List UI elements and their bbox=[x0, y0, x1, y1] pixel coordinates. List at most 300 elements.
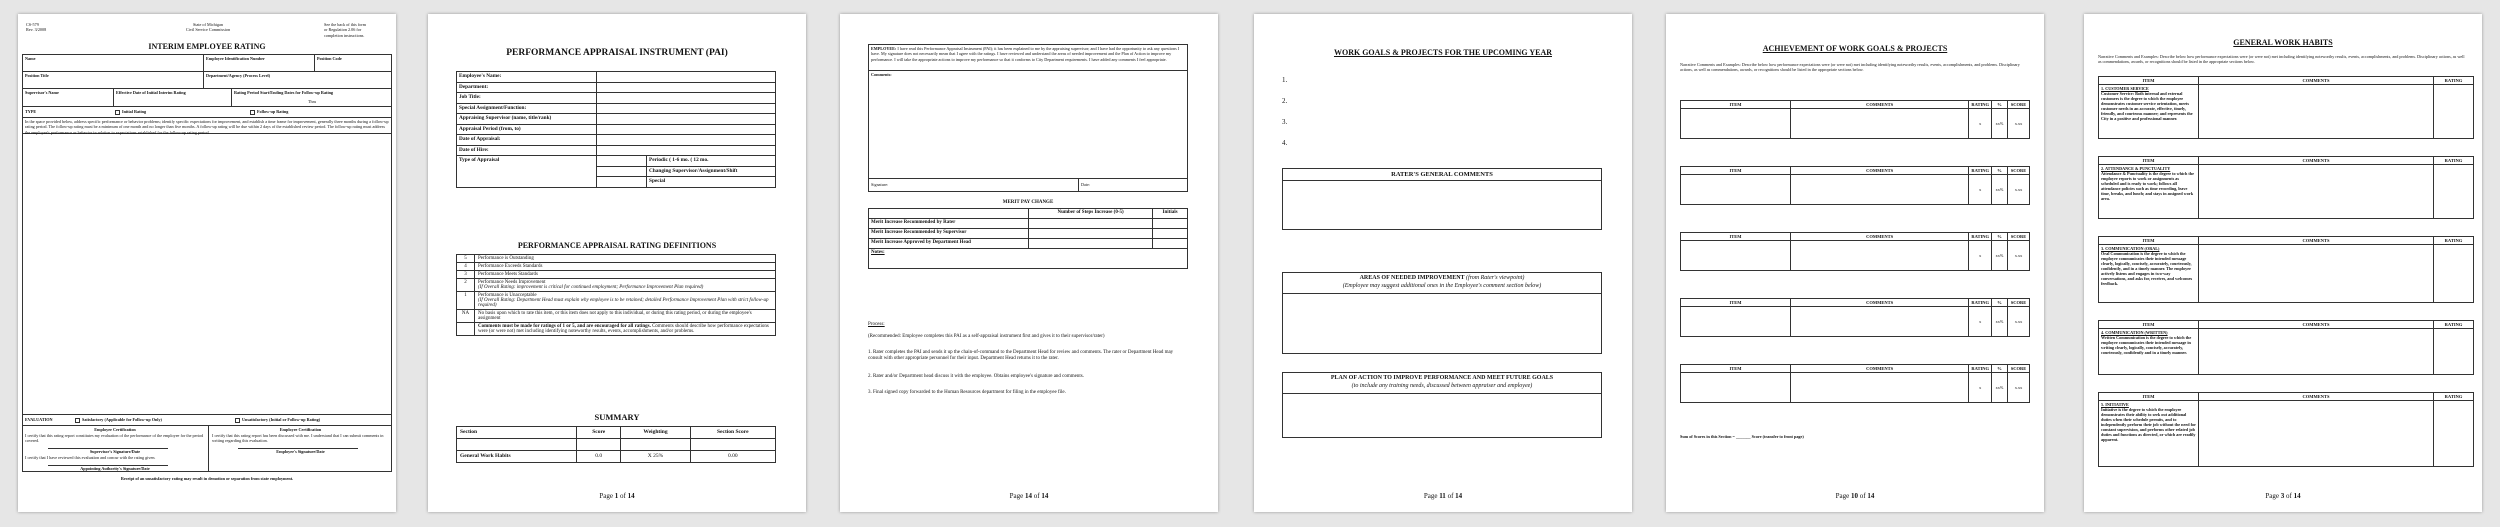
process-label: Process: bbox=[868, 322, 885, 327]
eval-satisfactory-option[interactable] bbox=[73, 417, 162, 423]
comments-cell[interactable] bbox=[1791, 109, 1969, 139]
score-cell: x.xx bbox=[2008, 241, 2030, 271]
page-of: of bbox=[1859, 492, 1866, 500]
table-row bbox=[1681, 373, 2030, 403]
employee-id-label: Employee Identification Number bbox=[206, 56, 265, 61]
goal-item[interactable]: 2. bbox=[1282, 97, 1288, 105]
page-num: 14 bbox=[1025, 492, 1032, 500]
table-row bbox=[1681, 241, 2030, 271]
col-header: RATING bbox=[1969, 365, 1992, 373]
achievement-table-3 bbox=[1680, 232, 2030, 271]
def-main: Performance is Unacceptable bbox=[478, 293, 537, 298]
page-title: PERFORMANCE APPRAISAL INSTRUMENT (PAI) bbox=[506, 48, 728, 58]
ack-body: I have read this Performance Appraisal Instrument (PAI); it has been explained to me by the appraising supervisor; and I have had the opportunity to ask any questions I have. My signature does not necessarily mean that I agree with the ratings. I have reviewed and understand the areas of needed improvement and the Plan of Action to improve my performance. I will take the appropriate actions to improve my performance so that it conforms to City Department requirements. I have added any comments I feel appropriate. bbox=[871, 46, 1180, 62]
page-of: of bbox=[620, 492, 626, 500]
table-row bbox=[869, 239, 1188, 249]
appointing-signature-label: Appointing Authority's Signature/Date bbox=[80, 466, 150, 471]
item-desc: Attendance & Punctuality is the degree to which the employee reports to work or assignments as scheduled and is ready to work; follows all attendance policies such as time recording, leave time, breaks, and lunch; and stays in assigned work area. bbox=[2101, 171, 2194, 201]
def-code: NA bbox=[457, 310, 475, 323]
col-header: COMMENTS bbox=[2199, 77, 2434, 85]
table-row bbox=[457, 255, 776, 263]
process-step: 1. Rater completes the PAI and sends it up the chain-of-command to the Department Head for review and comments. The rater or Department Head may consult with other appropriate personnel for their input. Department Head returns it to the rater. bbox=[868, 350, 1174, 362]
habit-table-4 bbox=[2098, 320, 2474, 375]
appraisal-type-changing[interactable]: Changing Supervisor/Assignment/Shift bbox=[647, 166, 776, 177]
col-header: COMMENTS bbox=[2199, 237, 2434, 245]
col-header: RATING bbox=[1969, 233, 1992, 241]
note-line: or Regulation 2.06 for bbox=[324, 27, 362, 33]
goal-item[interactable]: 1. bbox=[1282, 76, 1288, 84]
summary-header: Section Score bbox=[690, 427, 775, 439]
document-page-work-habits bbox=[2084, 14, 2482, 512]
percent-cell: xx% bbox=[1992, 373, 2008, 403]
item-title: 5. INITIATIVE bbox=[2101, 402, 2129, 407]
document-page-pai bbox=[428, 14, 806, 512]
rating-cell[interactable]: x bbox=[1969, 307, 1992, 337]
info-label: Date of Hire: bbox=[457, 145, 597, 156]
def-note: (If Overall Rating: improvement is critical for continued employment; Performance Improvement Plan required) bbox=[478, 285, 704, 290]
table-row bbox=[457, 135, 776, 146]
comments-cell[interactable] bbox=[2199, 245, 2434, 303]
merit-initials[interactable] bbox=[1153, 219, 1188, 229]
rating-cell[interactable]: x bbox=[1969, 241, 1992, 271]
col-header: RATING bbox=[1969, 299, 1992, 307]
sum-value: _______ Score (transfer to front page) bbox=[1735, 434, 1804, 439]
info-value[interactable] bbox=[597, 103, 776, 114]
page-of: of bbox=[1033, 492, 1040, 500]
page-number bbox=[840, 492, 1218, 500]
merit-header bbox=[869, 209, 1029, 219]
narrative-intro: Narrative Comments and Examples: Describe below how performance expectations were (or were not) met including identifying noteworthy results, events, accomplishments, and problems. Disciplinary actions, as well as commendations, awards, or recognitions should be listed in the appropriate sections below. bbox=[2098, 54, 2465, 65]
item-desc: Written Communication is the degree to which the employee communicates their intended message in writing clearly, logically, concisely, accurately, courteously, confidently and in a timely manner. bbox=[2101, 335, 2192, 355]
document-page-goals bbox=[1254, 14, 1632, 512]
col-header: COMMENTS bbox=[1791, 299, 1969, 307]
item-cell[interactable] bbox=[1681, 373, 1791, 403]
summary-header: Score bbox=[577, 427, 621, 439]
rating-cell[interactable] bbox=[2434, 85, 2474, 139]
type-label: TYPE bbox=[25, 109, 37, 114]
item-title: 4. COMMUNICATION (WRITTEN) bbox=[2101, 330, 2168, 335]
comments-cell[interactable] bbox=[2199, 329, 2434, 375]
merit-header: Number of Steps Increase (0-5) bbox=[1029, 209, 1153, 219]
page-number bbox=[2084, 492, 2482, 500]
col-header: SCORE bbox=[2008, 101, 2030, 109]
def-code: 3 bbox=[457, 271, 475, 279]
col-header: % bbox=[1992, 299, 2008, 307]
supervisor-signature-label: Supervisor's Signature/Date bbox=[89, 449, 141, 454]
col-header: % bbox=[1992, 101, 2008, 109]
info-value[interactable] bbox=[597, 135, 776, 146]
employee-info-table bbox=[456, 71, 776, 188]
note-line: See the back of this form bbox=[324, 22, 366, 27]
merit-initials[interactable] bbox=[1153, 239, 1188, 249]
rating-cell[interactable] bbox=[2434, 165, 2474, 219]
item-cell[interactable] bbox=[1681, 109, 1791, 139]
action-plan-header bbox=[1283, 373, 1601, 394]
percent-cell: xx% bbox=[1992, 241, 2008, 271]
table-row bbox=[1681, 299, 2030, 307]
merit-notes[interactable]: Notes: bbox=[869, 249, 1188, 269]
info-value[interactable] bbox=[597, 93, 776, 104]
process-step: 2. Rater and/or Department head discuss it with the employee. Obtains employee's signature and comments. bbox=[868, 374, 1084, 379]
summary-spacer bbox=[457, 439, 577, 451]
table-row bbox=[457, 292, 776, 310]
def-code bbox=[457, 323, 475, 336]
item-cell bbox=[2099, 245, 2199, 303]
col-header: COMMENTS bbox=[1791, 365, 1969, 373]
date-label: Date: bbox=[1081, 182, 1091, 187]
habit-table-2 bbox=[2098, 156, 2474, 219]
form-revision: Rev. 3/2008 bbox=[26, 27, 47, 33]
col-header: ITEM bbox=[2099, 321, 2199, 329]
table-row bbox=[2099, 401, 2474, 467]
def-text: Performance is Outstanding bbox=[475, 255, 776, 263]
state-name: State of Michigan bbox=[192, 22, 223, 27]
employee-cert-title: Employee Certification bbox=[279, 427, 322, 432]
table-row bbox=[457, 93, 776, 104]
score-cell: x.xx bbox=[2008, 175, 2030, 205]
summary-title: SUMMARY bbox=[594, 412, 640, 422]
page-number bbox=[1254, 492, 1632, 500]
def-code: 2 bbox=[457, 279, 475, 292]
acknowledgement-text bbox=[871, 46, 1185, 62]
page-title: GENERAL WORK HABITS bbox=[2233, 38, 2333, 47]
score-cell: x.xx bbox=[2008, 373, 2030, 403]
summary-weighting: X 25% bbox=[621, 451, 690, 463]
page-title: ACHIEVEMENT OF WORK GOALS & PROJECTS bbox=[1762, 44, 1948, 53]
table-row bbox=[2099, 237, 2474, 245]
agency-header bbox=[168, 22, 248, 33]
rating-period-label: Rating Period Start/Ending Dates for Follow-up Rating bbox=[234, 90, 334, 95]
col-header: ITEM bbox=[2099, 157, 2199, 165]
achievement-table-1 bbox=[1680, 100, 2030, 139]
merit-initials[interactable] bbox=[1153, 229, 1188, 239]
eval-unsatisfactory-option[interactable] bbox=[233, 417, 320, 423]
table-row bbox=[2099, 165, 2474, 219]
info-label: Job Title: bbox=[457, 93, 597, 104]
summary-header: Section bbox=[457, 427, 577, 439]
percent-cell: xx% bbox=[1992, 109, 2008, 139]
col-header: SCORE bbox=[2008, 299, 2030, 307]
col-header: SCORE bbox=[2008, 365, 2030, 373]
rating-cell[interactable] bbox=[2434, 245, 2474, 303]
item-cell[interactable] bbox=[1681, 307, 1791, 337]
sum-of-scores: Sum of Scores in this Section = _______ Score (transfer to front page) bbox=[1680, 434, 1804, 439]
position-title-label: Position Title bbox=[25, 73, 49, 78]
col-header: RATING bbox=[2434, 321, 2474, 329]
def-code: 1 bbox=[457, 292, 475, 310]
score-cell: x.xx bbox=[2008, 109, 2030, 139]
instructions-note bbox=[324, 22, 386, 38]
page-of: of bbox=[2286, 492, 2292, 500]
rater-comments-title: RATER'S GENERAL COMMENTS bbox=[1283, 169, 1601, 181]
merit-steps[interactable] bbox=[1029, 219, 1153, 229]
action-plan-box[interactable] bbox=[1282, 372, 1602, 438]
comments-cell[interactable] bbox=[2199, 165, 2434, 219]
employee-signature-label: Employee's Signature/Date bbox=[276, 449, 325, 454]
type-followup-option[interactable] bbox=[248, 109, 288, 115]
summary-score: 0.0 bbox=[577, 451, 621, 463]
rating-cell[interactable] bbox=[2434, 329, 2474, 375]
col-header: ITEM bbox=[1681, 233, 1791, 241]
col-header: COMMENTS bbox=[2199, 393, 2434, 401]
achievement-table-5 bbox=[1680, 364, 2030, 403]
note-line: completion instructions. bbox=[324, 32, 365, 38]
page-num: 3 bbox=[2280, 492, 2285, 500]
info-value[interactable] bbox=[597, 114, 776, 125]
improvement-title: AREAS OF NEEDED IMPROVEMENT bbox=[1359, 275, 1465, 281]
item-cell bbox=[2099, 85, 2199, 139]
comments-cell[interactable] bbox=[1791, 373, 1969, 403]
page-title: INTERIM EMPLOYEE RATING bbox=[148, 42, 266, 51]
summary-section: General Work Habits bbox=[457, 451, 577, 463]
table-row bbox=[457, 124, 776, 135]
page-num: 1 bbox=[614, 492, 619, 500]
info-value[interactable] bbox=[597, 124, 776, 135]
table-row bbox=[457, 72, 776, 83]
table-row bbox=[869, 209, 1188, 219]
table-row bbox=[457, 279, 776, 292]
col-header: ITEM bbox=[1681, 167, 1791, 175]
thru-label: Thru bbox=[308, 99, 317, 104]
table-row bbox=[1681, 233, 2030, 241]
table-row bbox=[457, 451, 776, 463]
summary-header: Weighting bbox=[621, 427, 690, 439]
effective-date-label: Effective Date of Initial Interim Rating bbox=[116, 90, 186, 95]
table-row bbox=[457, 427, 776, 439]
type-initial-text: Initial Rating bbox=[122, 109, 147, 114]
summary-spacer bbox=[577, 439, 621, 451]
item-title: 2. ATTENDANCE & PUNCTUALITY bbox=[2101, 166, 2171, 171]
table-row bbox=[2099, 321, 2474, 329]
col-header: % bbox=[1992, 167, 2008, 175]
item-cell bbox=[2099, 165, 2199, 219]
achievement-table-2 bbox=[1680, 166, 2030, 205]
col-header: ITEM bbox=[1681, 299, 1791, 307]
document-page-acknowledgement bbox=[840, 14, 1218, 512]
col-header: COMMENTS bbox=[1791, 233, 1969, 241]
form-number: CS-579 bbox=[26, 22, 39, 27]
page-total: 14 bbox=[627, 492, 635, 500]
type-followup-checkbox[interactable] bbox=[250, 110, 255, 115]
table-row bbox=[457, 263, 776, 271]
commission-name: Civil Service Commission bbox=[185, 27, 231, 33]
merit-row-label: Merit Increase Recommended by Supervisor bbox=[869, 229, 1029, 239]
item-title: 3. COMMUNICATION (ORAL) bbox=[2101, 246, 2160, 251]
def-note: (If Overall Rating: Department Head must explain why employee is to be retained; detailed Performance Improvement Plan with strict follow-up required) bbox=[478, 298, 769, 308]
goal-item[interactable]: 4. bbox=[1282, 139, 1288, 147]
table-row bbox=[457, 156, 776, 167]
table-row bbox=[457, 103, 776, 114]
col-header: RATING bbox=[2434, 157, 2474, 165]
comments-cell[interactable] bbox=[1791, 175, 1969, 205]
page-label: Page bbox=[599, 492, 613, 500]
table-row bbox=[457, 114, 776, 125]
acknowledgement-box bbox=[868, 44, 1188, 192]
percent-cell: xx% bbox=[1992, 175, 2008, 205]
rating-cell[interactable]: x bbox=[1969, 373, 1992, 403]
narrative-intro: Narrative Comments and Examples: Describe below how performance expectations were (or were not) met including identifying noteworthy results, events, accomplishments, and problems. Disciplinary actions, as well as commendations, awards, or recognitions should be listed in the appropriate sections below. bbox=[1680, 62, 2020, 73]
table-row bbox=[2099, 157, 2474, 165]
table-row bbox=[1681, 365, 2030, 373]
rating-cell[interactable]: x bbox=[1969, 175, 1992, 205]
page-label: Page bbox=[2265, 492, 2279, 500]
type-followup-text: Follow-up Rating bbox=[257, 109, 289, 114]
eval-satisfactory-checkbox[interactable] bbox=[75, 418, 80, 423]
table-row bbox=[457, 439, 776, 451]
item-cell bbox=[2099, 401, 2199, 467]
summary-spacer bbox=[690, 439, 775, 451]
col-header: ITEM bbox=[1681, 101, 1791, 109]
table-row bbox=[869, 249, 1188, 269]
sum-label: Sum of Scores in this Section bbox=[1680, 434, 1732, 439]
supervisor-cert-text: I certify that this rating report constitutes my evaluation of the performance of the employee for the period covered. bbox=[25, 433, 204, 444]
def-text: Performance Exceeds Standards bbox=[475, 263, 776, 271]
goals-list bbox=[1282, 70, 1287, 154]
table-row bbox=[457, 145, 776, 156]
info-label: Department: bbox=[457, 82, 597, 93]
item-cell[interactable] bbox=[1681, 241, 1791, 271]
item-desc: Oral Communication is the degree to which the employee communicates their intended message clearly, logically, concisely, accurately, courteously, confidently, and in a timely manner. The employee actively listens and engages in two-way conversations, and asks for, receives, and welcomes feedback. bbox=[2101, 251, 2193, 286]
page-number bbox=[428, 492, 806, 500]
table-row bbox=[457, 271, 776, 279]
employee-cert-text: I certify that this rating report has been discussed with me. I understand that I can submit comments in writing regarding this evaluation. bbox=[212, 433, 384, 444]
info-label: Date of Appraisal: bbox=[457, 135, 597, 146]
process-step: (Recommended: Employee completes this PAI as a self-appraisal instrument first and gives it to their supervisor/rater) bbox=[868, 334, 1105, 339]
col-header: SCORE bbox=[2008, 167, 2030, 175]
col-header: ITEM bbox=[2099, 237, 2199, 245]
table-row bbox=[2099, 393, 2474, 401]
info-label: Employee's Name: bbox=[457, 72, 597, 83]
page-num: 10 bbox=[1851, 492, 1858, 500]
eval-satisfactory-text: Satisfactory (Applicable for Follow-up Only) bbox=[82, 417, 162, 422]
eval-unsatisfactory-checkbox[interactable] bbox=[235, 418, 240, 423]
type-spacer bbox=[597, 156, 647, 167]
def-text bbox=[475, 292, 776, 310]
table-row bbox=[2099, 85, 2474, 139]
summary-section-score: 0.00 bbox=[690, 451, 775, 463]
evaluation-label: EVALUATION bbox=[25, 417, 53, 422]
table-row bbox=[1681, 175, 2030, 205]
def-text bbox=[475, 323, 776, 336]
supervisor-label: Supervisor's Name bbox=[25, 90, 59, 95]
department-label: Department/Agency (Process Level) bbox=[206, 73, 271, 78]
table-row bbox=[2099, 245, 2474, 303]
merit-pay-table bbox=[868, 208, 1188, 269]
page-of: of bbox=[1447, 492, 1454, 500]
goal-item[interactable]: 3. bbox=[1282, 118, 1288, 126]
page-title: WORK GOALS & PROJECTS FOR THE UPCOMING YEAR bbox=[1333, 48, 1552, 57]
type-spacer bbox=[597, 177, 647, 188]
rating-definitions-table bbox=[456, 254, 776, 336]
info-label: Type of Appraisal bbox=[457, 156, 597, 188]
rating-cell[interactable]: x bbox=[1969, 109, 1992, 139]
eval-unsatisfactory-text: Unsatisfactory (Initial or Follow-up Rating) bbox=[242, 417, 321, 422]
col-header: COMMENTS bbox=[1791, 101, 1969, 109]
col-header: COMMENTS bbox=[1791, 167, 1969, 175]
page-num: 11 bbox=[1439, 492, 1446, 500]
type-initial-option[interactable] bbox=[113, 109, 146, 115]
table-row bbox=[2099, 329, 2474, 375]
type-initial-checkbox[interactable] bbox=[115, 110, 120, 115]
page-total: 14 bbox=[1455, 492, 1463, 500]
page-total: 14 bbox=[2293, 492, 2301, 500]
supervisor-cert-title: Employee Certification bbox=[94, 427, 136, 432]
score-cell: x.xx bbox=[2008, 307, 2030, 337]
table-row bbox=[869, 219, 1188, 229]
col-header: RATING bbox=[1969, 101, 1992, 109]
appraisal-type-periodic[interactable]: Periodic ( 1-6 mo. ( 12 mo. bbox=[647, 156, 776, 167]
table-row bbox=[1681, 109, 2030, 139]
merit-steps[interactable] bbox=[1029, 239, 1153, 249]
type-spacer bbox=[597, 166, 647, 177]
merit-steps[interactable] bbox=[1029, 229, 1153, 239]
page-total: 14 bbox=[1041, 492, 1049, 500]
col-header: COMMENTS bbox=[2199, 321, 2434, 329]
table-row bbox=[1681, 307, 2030, 337]
col-header: ITEM bbox=[2099, 77, 2199, 85]
def-code: 4 bbox=[457, 263, 475, 271]
table-row bbox=[1681, 167, 2030, 175]
def-text bbox=[475, 279, 776, 292]
improvement-note: (Employee may suggest additional ones in the Employee's comment section below) bbox=[1342, 282, 1542, 289]
table-row bbox=[869, 229, 1188, 239]
rater-comments-box[interactable] bbox=[1282, 168, 1602, 230]
col-header: COMMENTS bbox=[2199, 157, 2434, 165]
improvement-box[interactable] bbox=[1282, 272, 1602, 354]
merit-title: MERIT PAY CHANGE bbox=[1002, 200, 1054, 205]
item-desc: Initiative is the degree to which the employee demonstrates their ability to seek out additional duties when their schedule permits, and to independently perform their job without the need for constant supervision, and performs other related job duties and functions as directed, or which are readily apparent. bbox=[2101, 407, 2196, 442]
footer-warning: Receipt of an unsatisfactory rating may result in demotion or separation from state employment. bbox=[120, 476, 294, 481]
info-value[interactable] bbox=[597, 145, 776, 156]
info-label: Appraisal Period (from, to) bbox=[457, 124, 597, 135]
summary-table bbox=[456, 426, 776, 463]
merit-row-label: Merit Increase Approved by Department Head bbox=[869, 239, 1029, 249]
table-row bbox=[2099, 77, 2474, 85]
habit-table-3 bbox=[2098, 236, 2474, 303]
page-number bbox=[1666, 492, 2044, 500]
page-total: 14 bbox=[1867, 492, 1875, 500]
col-header: % bbox=[1992, 365, 2008, 373]
improvement-sub: (from Rater's viewpoint) bbox=[1466, 275, 1525, 281]
col-header: RATING bbox=[2434, 237, 2474, 245]
table-row bbox=[457, 82, 776, 93]
appraisal-type-special[interactable]: Special bbox=[647, 177, 776, 188]
comments-label: Comments: bbox=[871, 72, 892, 77]
page-label: Page bbox=[1835, 492, 1850, 500]
summary-spacer bbox=[621, 439, 690, 451]
achievement-table-4 bbox=[1680, 298, 2030, 337]
item-title: 1. CUSTOMER SERVICE bbox=[2101, 86, 2149, 91]
rating-cell[interactable] bbox=[2434, 401, 2474, 467]
info-value[interactable] bbox=[597, 72, 776, 83]
comments-cell[interactable] bbox=[2199, 401, 2434, 467]
item-cell[interactable] bbox=[1681, 175, 1791, 205]
appointing-cert-text: I certify that I have reviewed this evaluation and concur with the rating given. bbox=[25, 455, 156, 460]
merit-header: Initials bbox=[1153, 209, 1188, 219]
comments-cell[interactable] bbox=[2199, 85, 2434, 139]
table-row bbox=[457, 310, 776, 323]
def-main: Comments must be made for ratings of 1 or 5, and are encouraged for all ratings. bbox=[478, 324, 651, 329]
table-row bbox=[457, 323, 776, 336]
def-note: Comments should describe how performance expectations were (or were not) met including identifying noteworthy results, events, accomplishments, and/or problems. bbox=[478, 324, 769, 334]
comments-cell[interactable] bbox=[1791, 241, 1969, 271]
col-header: % bbox=[1992, 233, 2008, 241]
def-text: Performance Meets Standards bbox=[475, 271, 776, 279]
comments-cell[interactable] bbox=[1791, 307, 1969, 337]
info-value[interactable] bbox=[597, 82, 776, 93]
info-label: Appraising Supervisor (name, title/rank) bbox=[457, 114, 597, 125]
name-label: Name bbox=[25, 56, 36, 61]
